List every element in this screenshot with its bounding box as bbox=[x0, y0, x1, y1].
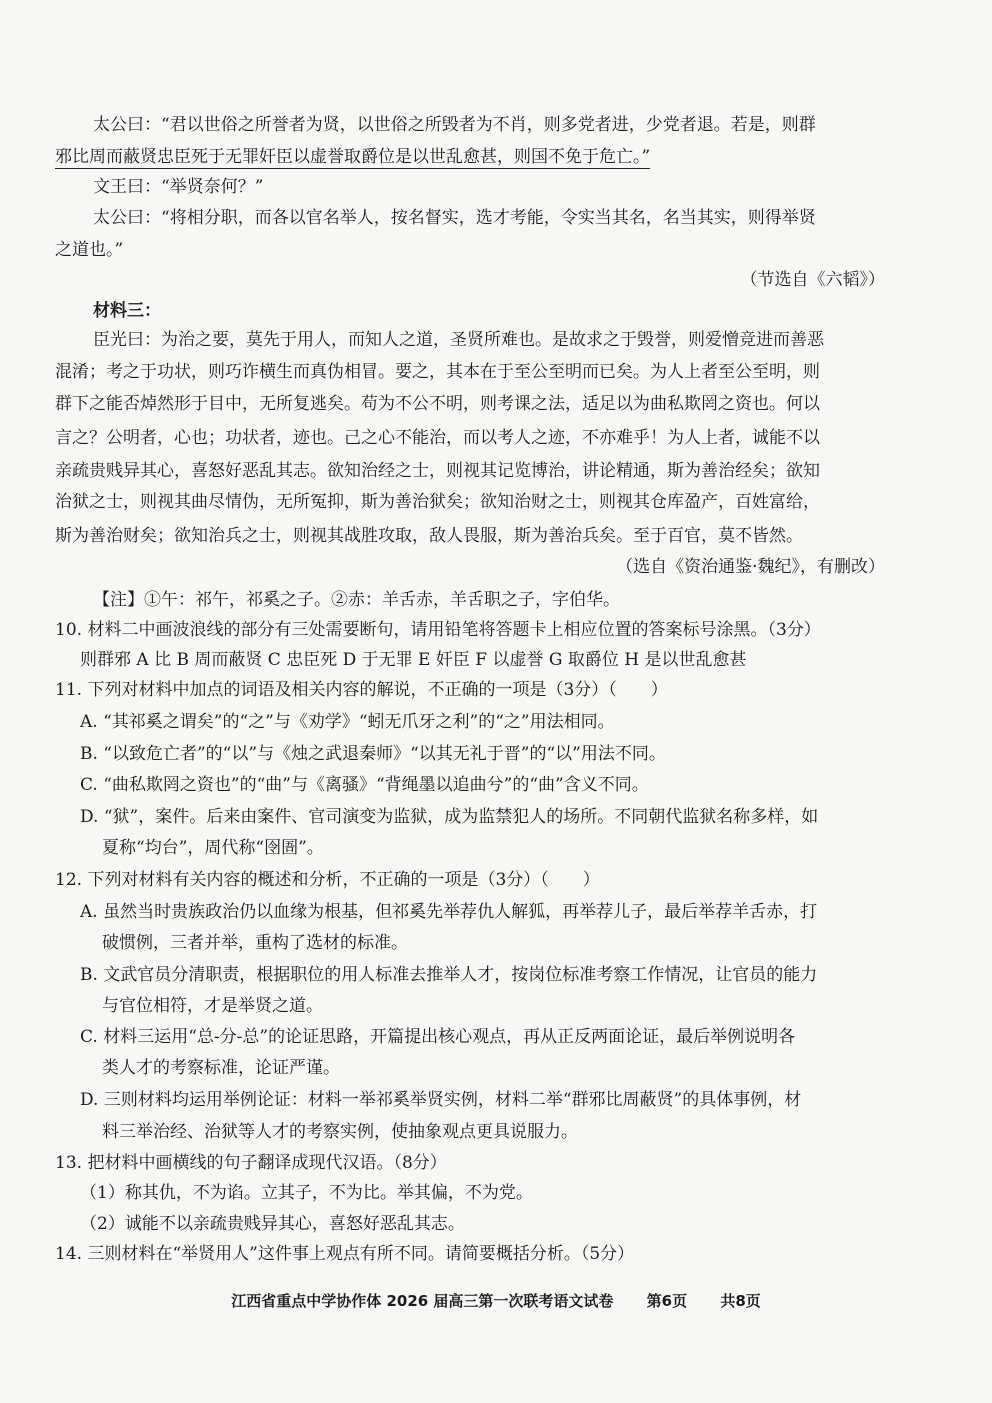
material2-source: （节选自《六韬》） bbox=[740, 270, 885, 290]
footer-total-pages: 共8页 bbox=[720, 1292, 761, 1310]
material2-line-2 bbox=[55, 142, 885, 172]
question-10: 10. 材料二中画波浪线的部分有三处需要断句，请用铅笔将答题卡上相应位置的答案标号涂黑。（3分） bbox=[55, 620, 821, 640]
material3-line-1: 臣光曰：为治之要，莫先于用人，而知人之道，圣贤所难也。是故求之于毁誉，则爱憎竞进而善恶 bbox=[93, 330, 824, 350]
material2-line-1: 太公曰：“君以世俗之所誉者为贤，以世俗之所毁者为不肖，则多党者进，少党者退。若是，则群 bbox=[93, 115, 816, 135]
question-12-option-c-cont: 类人才的考察标准，论证严谨。 bbox=[102, 1058, 340, 1078]
material2-line-3: 文王曰：“举贤奈何？” bbox=[93, 177, 264, 197]
question-12-option-c: C. 材料三运用“总-分-总”的论证思路，开篇提出核心观点，再从正反两面论证，最后举例说明各 bbox=[80, 1027, 796, 1047]
question-11-option-a: A. “其祁奚之谓矣”的“之”与《劝学》“蚓无爪牙之利”的“之”用法相同。 bbox=[80, 712, 615, 732]
question-11-option-b: B. “以致危亡者”的“以”与《烛之武退秦师》“以其无礼于晋”的“以”用法不同。 bbox=[80, 744, 666, 764]
question-13-item-1: （1）称其仇，不为谄。立其子，不为比。举其偏，不为党。 bbox=[80, 1183, 533, 1203]
annotation-note: 【注】①午：祁午，祁奚之子。②赤：羊舌赤，羊舌职之子，字伯华。 bbox=[93, 590, 620, 610]
page-footer bbox=[0, 1290, 992, 1311]
question-12-option-a-cont: 破惯例，三者并举，重构了选材的标准。 bbox=[102, 933, 408, 953]
material3-line-2: 混淆；考之于功状，则巧诈横生而真伪相冒。要之，其本在于至公至明而已矣。为人上者至公至明，则 bbox=[55, 362, 820, 382]
question-11-option-d: D. “狱”，案件。后来由案件、官司演变为监狱，成为监禁犯人的场所。不同朝代监狱名称多样，如 bbox=[80, 807, 819, 827]
question-13: 13. 把材料中画横线的句子翻译成现代汉语。（8分） bbox=[55, 1153, 447, 1173]
material3-line-4: 言之？公明者，心也；功状者，迹也。己之心不能治，而以考人之迹，不亦难乎！为人上者，诚能不以 bbox=[55, 428, 820, 448]
material3-title: 材料三： bbox=[93, 301, 161, 321]
question-12-option-d: D. 三则材料均运用举例论证：材料一举祁奚举贤实例，材料二举“群邪比周蔽贤”的具体事例，材 bbox=[80, 1090, 802, 1110]
question-11: 11. 下列对材料中加点的词语及相关内容的解说，不正确的一项是（3分）（ ） bbox=[55, 680, 668, 700]
question-12-option-b: B. 文武官员分清职责，根据职位的用人标准去推举人才，按岗位标准考察工作情况，让官员的能力 bbox=[80, 965, 818, 985]
material3-line-5: 亲疏贵贱异其心，喜怒好恶乱其志。欲知治经之士，则视其记览博治，讲论精通，斯为善治经矣；欲知 bbox=[55, 461, 820, 481]
footer-title: 江西省重点中学协作体 2026 届高三第一次联考语文试卷 bbox=[231, 1292, 614, 1310]
question-13-item-2: （2）诚能不以亲疏贵贱异其心，喜怒好恶乱其志。 bbox=[80, 1214, 465, 1234]
material2-line-4: 太公曰：“将相分职，而各以官名举人，按名督实，选才考能，令实当其名，名当其实，则得举贤 bbox=[93, 208, 816, 228]
question-12-option-d-cont: 料三举治经、治狱等人才的考察实例，使抽象观点更具说服力。 bbox=[102, 1122, 578, 1142]
footer-page-number: 第6页 bbox=[646, 1292, 688, 1310]
material3-source: （选自《资治通鉴·魏纪》，有删改） bbox=[616, 557, 885, 577]
material2-line-5: 之道也。” bbox=[55, 240, 124, 260]
question-12-option-a: A. 虽然当时贵族政治仍以血缘为根基，但祁奚先举荐仇人解狐，再举荐儿子，最后举荐羊舌赤，打 bbox=[80, 902, 818, 922]
question-14: 14. 三则材料在“举贤用人”这件事上观点有所不同。请简要概括分析。（5分） bbox=[55, 1244, 635, 1264]
material3-line-6: 治狱之士，则视其曲尽情伪，无所冤抑，斯为善治狱矣；欲知治财之士，则视其仓库盈产，百姓富给， bbox=[55, 492, 820, 512]
question-10-options: 则群邪 A 比 B 周而蔽贤 C 忠臣死 D 于无罪 E 奸臣 F 以虚誉 G 取爵位 H 是以世乱愈甚 bbox=[80, 650, 747, 670]
material3-line-7: 斯为善治财矣；欲知治兵之士，则视其战胜攻取，敌人畏服，斯为善治兵矣。至于百官，莫不皆然。 bbox=[55, 526, 803, 546]
material3-line-3: 群下之能否焯然形于目中，无所复逃矣。苟为不公不明，则考课之法，适足以为曲私欺罔之资也。何以 bbox=[55, 394, 820, 414]
question-12-option-b-cont: 与官位相符，才是举贤之道。 bbox=[102, 996, 323, 1016]
material2-wavy-text: 邪比周而蔽贤忠臣死于无罪奸臣以虚誉取爵位是以世乱愈甚，则国不免于危亡。” bbox=[55, 147, 651, 167]
question-11-option-c: C. “曲私欺罔之资也”的“曲”与《离骚》“背绳墨以追曲兮”的“曲”含义不同。 bbox=[80, 775, 649, 795]
question-12: 12. 下列对材料有关内容的概述和分析，不正确的一项是（3分）（ ） bbox=[55, 870, 600, 890]
question-11-option-d-cont: 夏称“均台”，周代称“囹圄”。 bbox=[102, 838, 324, 858]
